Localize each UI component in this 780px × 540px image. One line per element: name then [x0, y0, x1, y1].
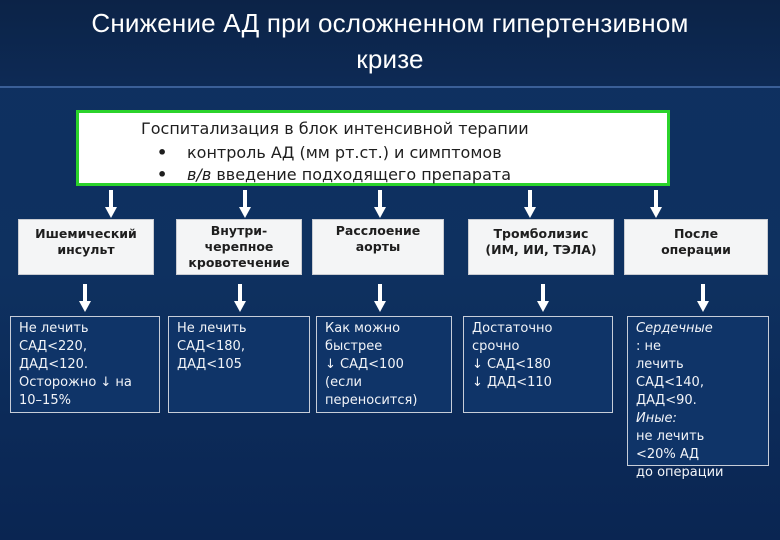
hospitalization-box	[76, 110, 670, 186]
category-line: (ИМ, ИИ, ТЭЛА)	[485, 242, 597, 257]
result-post-surgery	[627, 316, 769, 480]
down-arrow-icon	[374, 190, 386, 218]
category-line: аорты	[355, 239, 401, 254]
category-line: операции	[661, 242, 731, 257]
category-line: Внутри-	[210, 223, 268, 238]
result-line: ↓ САД<180	[472, 357, 551, 372]
down-arrow-icon	[79, 284, 91, 312]
down-arrow-icon	[537, 284, 549, 312]
result-thrombolysis	[463, 316, 613, 413]
result-line: ДАД<105	[177, 357, 242, 372]
category-aortic-dissection	[312, 219, 444, 275]
result-line: Достаточно	[472, 321, 553, 336]
down-arrow-icon	[524, 190, 536, 218]
category-post-surgery	[624, 219, 768, 275]
result-italic-word: Сердечные	[636, 321, 713, 336]
category-thrombolysis	[468, 219, 614, 275]
result-line: ДАД<90.	[636, 393, 697, 408]
category-line: Расслоение	[335, 223, 421, 238]
result-line: ДАД<120.	[19, 357, 89, 372]
down-arrow-icon	[239, 190, 251, 218]
result-line: до операции	[636, 465, 724, 480]
result-line: ↓ САД<100	[325, 357, 404, 372]
bullet-text-2	[187, 165, 511, 184]
result-aortic-dissection	[316, 316, 452, 413]
category-intracranial-hemorrhage	[176, 219, 302, 275]
result-line: Не лечить	[177, 321, 247, 336]
result-line: САД<220,	[19, 339, 87, 354]
category-line: инсульт	[57, 242, 115, 257]
result-line: Сердечные : не	[636, 320, 768, 356]
bullet-text-2-rest: введение подходящего препарата	[211, 165, 511, 184]
down-arrow-icon	[697, 284, 709, 312]
result-line: ↓ ДАД<110	[472, 375, 552, 390]
result-line: переносится)	[325, 393, 418, 408]
result-line: (если	[325, 375, 362, 390]
result-line: <20% АД	[636, 447, 699, 462]
bullet-text-1: контроль АД (мм рт.ст.) и симптомов	[187, 143, 502, 162]
down-arrow-icon	[650, 190, 662, 218]
result-line: САД<180,	[177, 339, 245, 354]
category-line: После	[673, 226, 719, 241]
result-line: не лечить	[636, 429, 705, 444]
category-line: кровотечение	[188, 255, 290, 270]
slide-title-line-2: кризе	[356, 44, 424, 74]
category-line: Ишемический	[35, 226, 137, 241]
down-arrow-icon	[234, 284, 246, 312]
category-ischemic-stroke	[18, 219, 154, 275]
result-line: Осторожно ↓ на	[19, 375, 132, 390]
down-arrow-icon	[374, 284, 386, 312]
title-band	[0, 0, 780, 88]
bullet-dot: •	[157, 165, 168, 184]
result-line: Не лечить	[19, 321, 89, 336]
result-line: срочно	[472, 339, 520, 354]
result-line: 10–15%	[19, 393, 71, 408]
down-arrow-icon	[105, 190, 117, 218]
result-intracranial-hemorrhage	[168, 316, 310, 413]
result-line: Как можно	[325, 321, 401, 336]
category-line: Тромболизис	[493, 226, 589, 241]
result-line: САД<140,	[636, 375, 704, 390]
slide-title-line-1: Снижение АД при осложненном гипертензивном	[91, 8, 689, 38]
hospitalization-heading: Госпитализация в блок интенсивной терапии	[141, 119, 529, 138]
result-line: быстрее	[325, 339, 383, 354]
result-ischemic-stroke	[10, 316, 160, 413]
category-line: черепное	[204, 239, 274, 254]
result-line: лечить	[636, 357, 684, 372]
result-line: Иные:	[636, 411, 677, 426]
bullet-italic-prefix: в/в	[187, 165, 212, 184]
bullet-dot: •	[157, 143, 168, 162]
